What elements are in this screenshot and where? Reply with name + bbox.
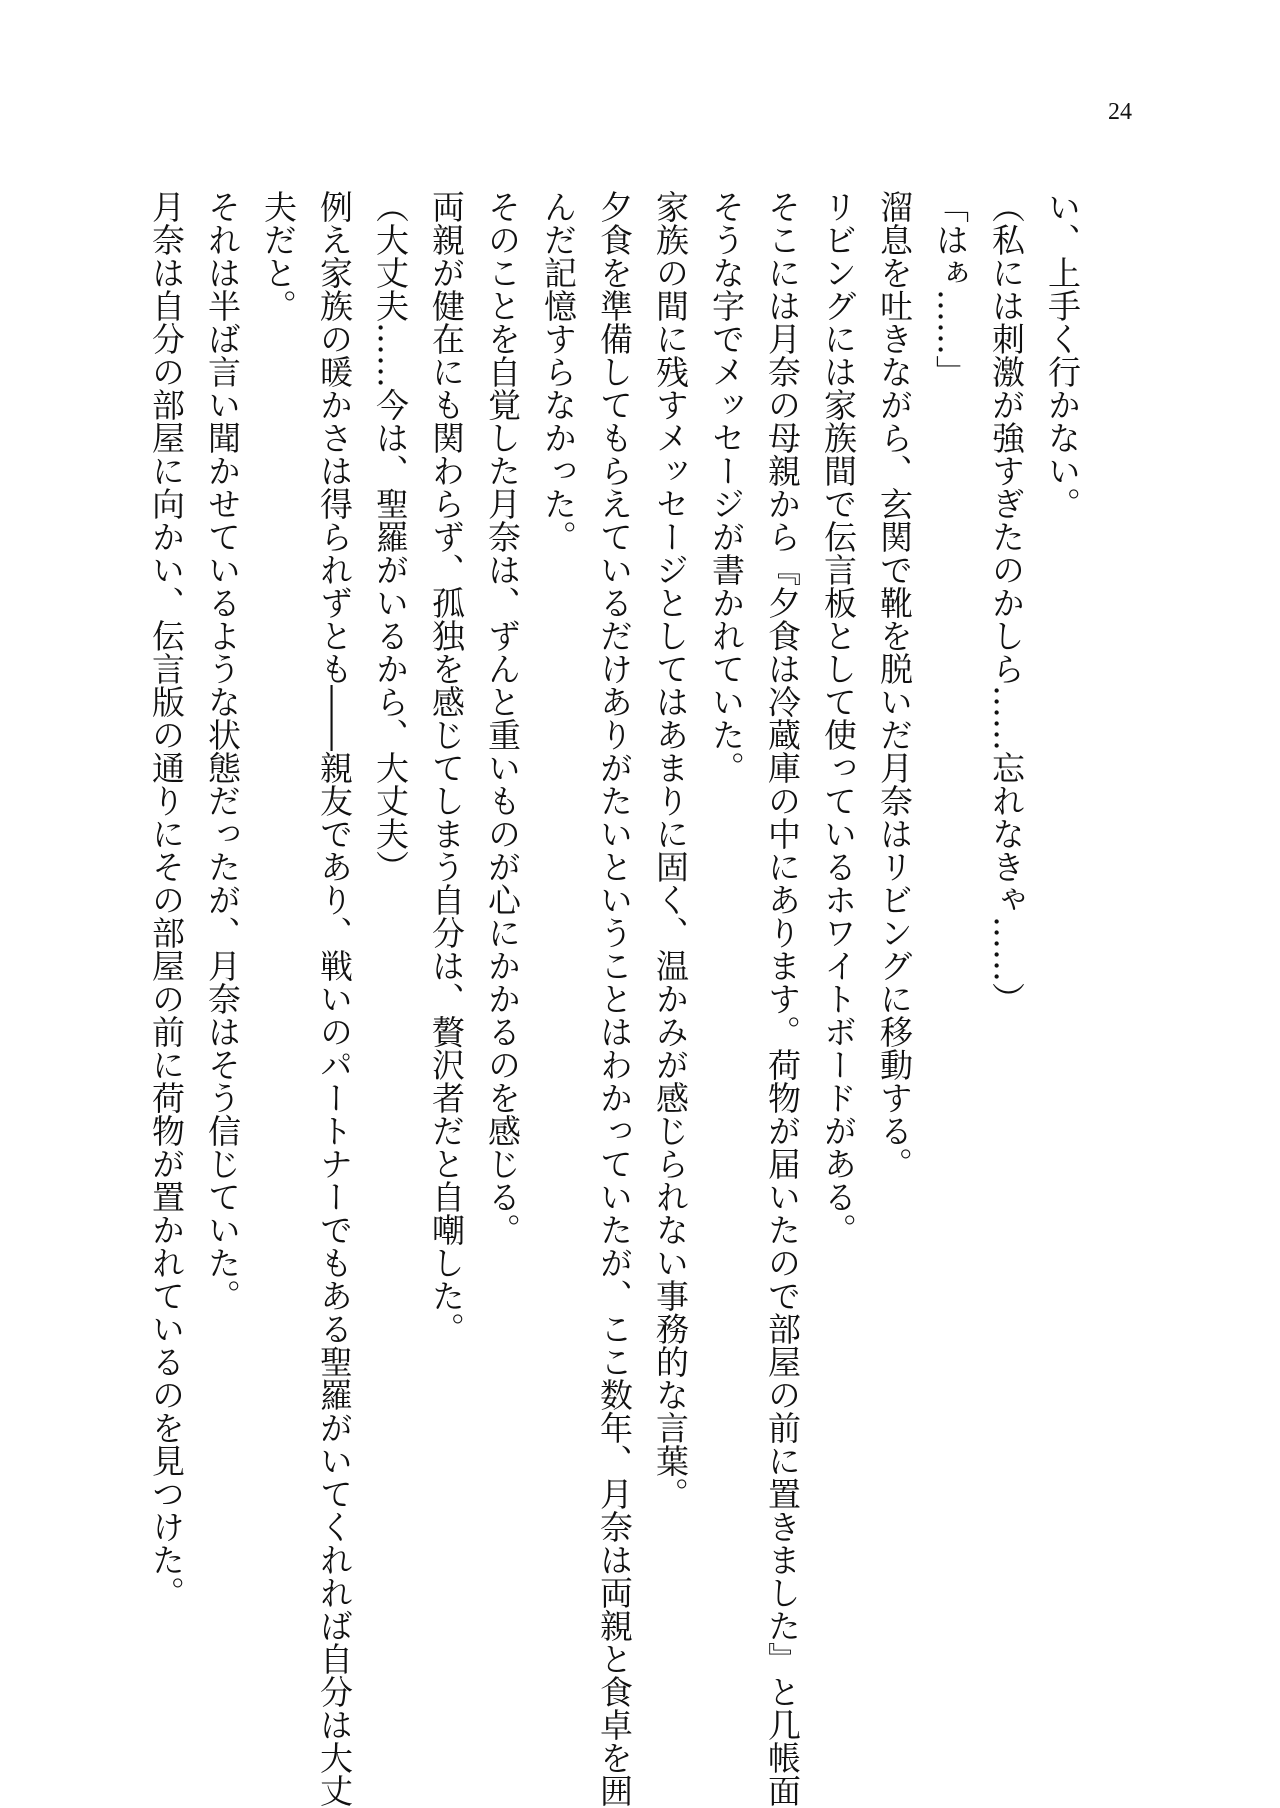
text-line: 夕食を準備してもらえているだけありがたいということはわかっていたが、ここ数年、月奈は両親と食卓を囲 [595,190,634,1807]
body-text [138,190,1090,1807]
text-line: 家族の間に残すメッセージとしてはあまりに固く、温かみが感じられない事務的な言葉。 [651,190,690,1510]
text-line: 溜息を吐きながら、玄関で靴を脱いだ月奈はリビングに移動する。 [875,190,914,1180]
text-line: （大丈夫……今は、聖羅がいるから、大丈夫） [371,190,410,883]
text-line: リビングには家族間で伝言板として使っているホワイトボードがある。 [819,190,858,1246]
text-line: そこには月奈の母親から『夕食は冷蔵庫の中にあります。荷物が届いたので部屋の前に置きました』と几帳面 [763,190,802,1807]
text-line: 「はぁ……」 [931,190,970,388]
text-line: んだ記憶すらなかった。 [539,190,578,553]
text-line: それは半ば言い聞かせているような状態だったが、月奈はそう信じていた。 [203,190,242,1312]
text-line: 月奈は自分の部屋に向かい、伝言版の通りにその部屋の前に荷物が置かれているのを見つけた。 [147,190,186,1609]
text-line: そうな字でメッセージが書かれていた。 [707,190,746,784]
text-line: そのことを自覚した月奈は、ずんと重いものが心にかかるのを感じる。 [483,190,522,1246]
page-number: 24 [1108,99,1132,125]
text-line: 例え家族の暖かさは得られずとも――親友であり、戦いのパートナーでもある聖羅がいてくれれば自分は大丈 [315,190,354,1807]
text-line: 夫だと。 [259,190,298,322]
text-line: （私には刺激が強すぎたのかしら……忘れなきゃ……） [987,190,1026,1015]
text-line: 両親が健在にも関わらず、孤独を感じてしまう自分は、贅沢者だと自嘲した。 [427,190,466,1345]
text-line: い、上手く行かない。 [1043,190,1082,520]
